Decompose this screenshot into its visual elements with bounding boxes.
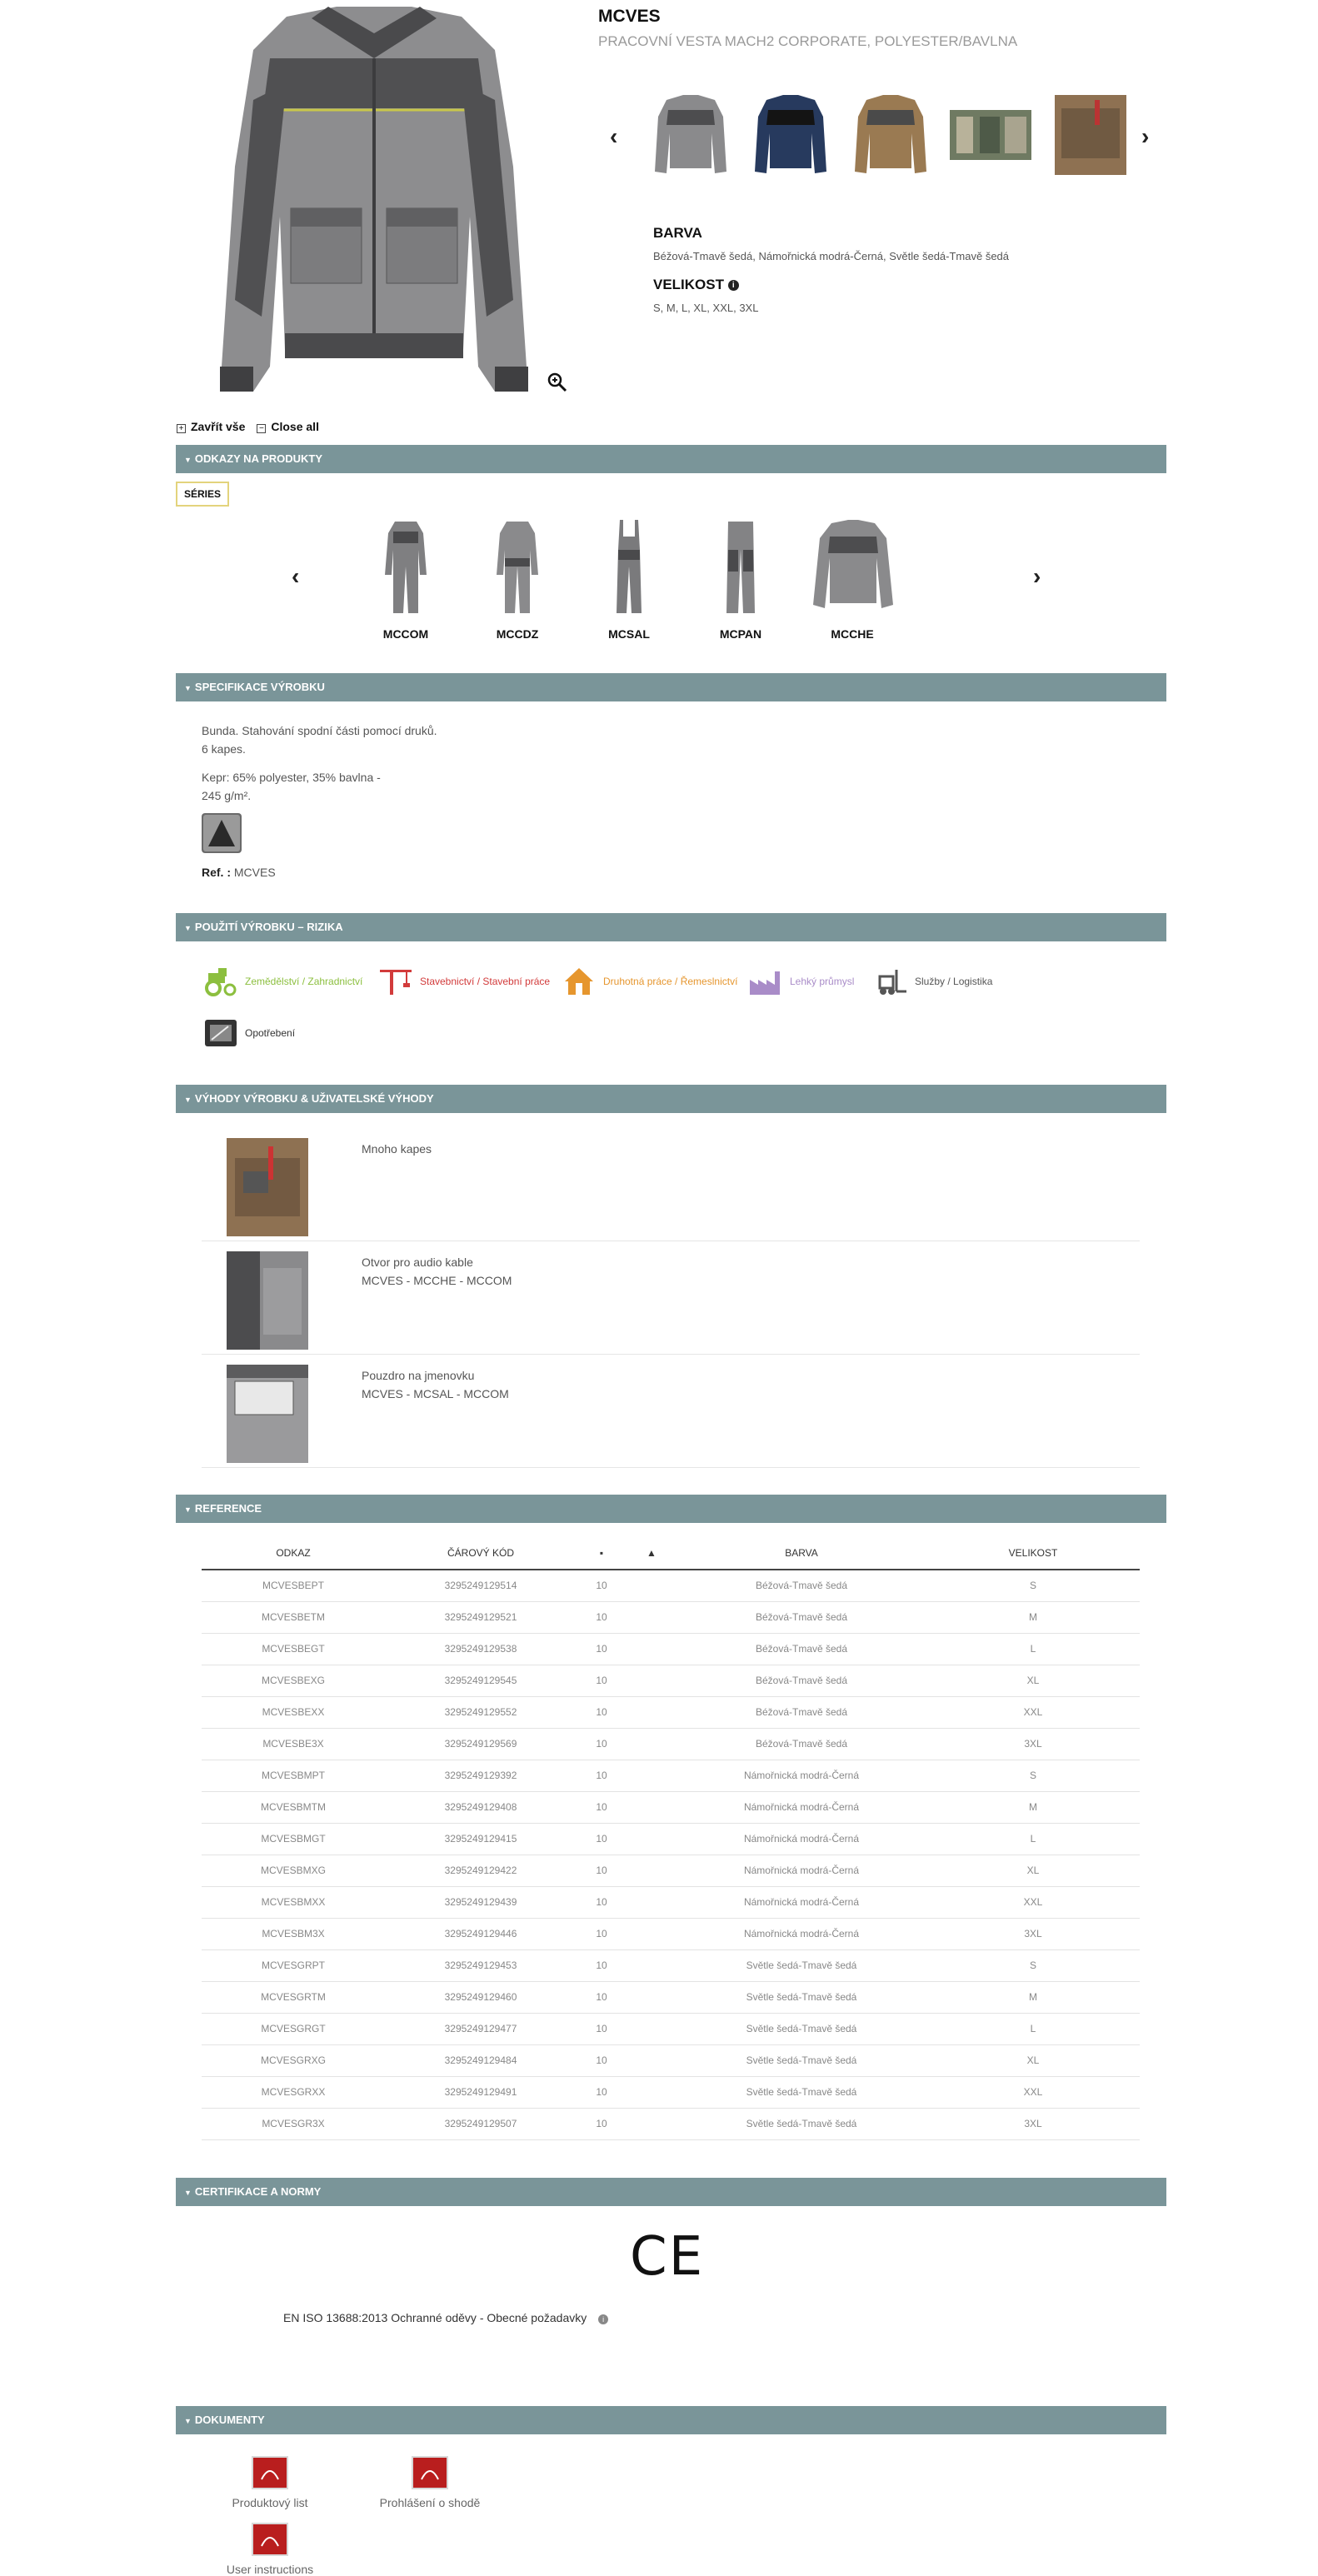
close-all-label: Close all [271,420,319,433]
section-header-cert[interactable] [176,2178,1166,2206]
size-heading-label: VELIKOST [653,277,725,292]
ref-cell: MCVESGR3X [202,2108,385,2139]
series-label: MCPAN [719,627,762,641]
color-cell: Světle šedá-Tmavě šedá [676,2044,926,2076]
person-cell [627,1760,676,1791]
color-cell: Béžová-Tmavě šedá [676,1665,926,1696]
expand-collapse-controls [177,420,319,433]
table-header-row [202,1536,1140,1570]
section-title: POUŽITÍ VÝROBKU – RIZIKA [194,921,343,933]
table-row [202,1791,1140,1823]
document-link[interactable] [187,2523,353,2576]
size-cell: M [926,1791,1140,1823]
person-cell [627,1791,676,1823]
crane-icon [378,966,413,996]
size-cell: XL [926,1855,1140,1886]
table-row [202,1949,1140,1981]
ref-cell: MCVESGRPT [202,1949,385,1981]
color-cell: Námořnická modrá-Černá [676,1760,926,1791]
thumbnail-carousel [650,92,1131,178]
benefit-item [202,1355,1140,1468]
table-row [202,1981,1140,2013]
table-row [202,1918,1140,1949]
pack-qty-cell: 10 [577,1855,627,1886]
table-row [202,1886,1140,1918]
spec-line: Kepr: 65% polyester, 35% bavlna - [202,771,381,784]
size-cell: XXL [926,2076,1140,2108]
product-subtitle: PRACOVNÍ VESTA MACH2 CORPORATE, POLYESTER/BAVLNA [598,33,1018,49]
section-header-spec[interactable] [176,673,1166,701]
table-row [202,1570,1140,1601]
reference-label: Ref. : [202,866,231,879]
ref-cell: MCVESBMXX [202,1886,385,1918]
size-cell: 3XL [926,1918,1140,1949]
use-construction [378,966,550,996]
pdf-icon [412,2456,448,2489]
benefit-image[interactable] [227,1251,308,1350]
color-cell: Námořnická modrá-Černá [676,1791,926,1823]
barcode-cell: 3295249129415 [385,1823,577,1855]
tractor-icon [203,966,238,996]
pack-qty-cell: 10 [577,1728,627,1760]
thumbnail-pocket-detail[interactable] [1050,92,1131,178]
forklift-icon [873,966,908,996]
reference-value: MCVES [233,866,276,879]
pack-qty-cell: 10 [577,1760,627,1791]
document-link[interactable] [187,2456,353,2509]
col-header-ref[interactable]: ODKAZ [202,1536,385,1570]
caret-down-icon: ▼ [184,456,192,464]
table-row [202,1696,1140,1728]
norm-line [283,2311,608,2324]
barcode-cell: 3295249129538 [385,1633,577,1665]
person-cell [627,1728,676,1760]
pack-qty-cell: 10 [577,1949,627,1981]
person-cell [627,1633,676,1665]
plus-icon: + [177,424,186,433]
person-cell [627,1601,676,1633]
reference-table [202,1536,1140,2140]
benefit-image[interactable] [227,1365,308,1463]
series-prev-icon[interactable]: ‹ [292,563,300,589]
color-cell: Námořnická modrá-Černá [676,1886,926,1918]
size-cell: XL [926,1665,1140,1696]
series-item[interactable] [685,517,796,641]
use-logistics [873,966,992,996]
person-cell [627,1886,676,1918]
color-cell: Námořnická modrá-Černá [676,1918,926,1949]
carousel-prev-icon[interactable]: ‹ [610,123,618,149]
ref-cell: MCVESBE3X [202,1728,385,1760]
person-cell [627,2013,676,2044]
size-cell: XL [926,2044,1140,2076]
table-row [202,2108,1140,2139]
caret-down-icon: ▼ [184,2417,192,2425]
pack-qty-cell: 10 [577,2044,627,2076]
pack-qty-cell: 10 [577,1633,627,1665]
size-cell: S [926,1760,1140,1791]
benefit-item [202,1128,1140,1241]
pack-qty-cell: 10 [577,2013,627,2044]
ref-cell: MCVESBMXG [202,1855,385,1886]
table-row [202,1601,1140,1633]
size-values: S, M, L, XL, XXL, 3XL [653,302,759,314]
benefit-title: Pouzdro na jmenovku [362,1369,475,1382]
section-header-links[interactable] [176,445,1166,473]
wear-icon [203,1018,238,1048]
person-cell [627,2044,676,2076]
document-label: Produktový list [232,2496,308,2509]
series-label: MCCDZ [496,627,539,641]
color-cell: Světle šedá-Tmavě šedá [676,2076,926,2108]
thumbnail-navy[interactable] [750,92,831,178]
size-heading [653,277,739,293]
barcode-cell: 3295249129514 [385,1570,577,1601]
col-header-size[interactable]: VELIKOST [926,1536,1140,1570]
ref-cell: MCVESBMTM [202,1791,385,1823]
spec-line: Bunda. Stahování spodní části pomocí druků. [202,724,437,737]
use-light-industry [748,966,854,996]
barcode-cell: 3295249129545 [385,1665,577,1696]
pack-qty-cell: 10 [577,1918,627,1949]
ref-cell: MCVESGRTM [202,1981,385,2013]
section-title: SPECIFIKACE VÝROBKU [194,681,325,693]
col-header-box[interactable] [577,1536,627,1570]
section-title: REFERENCE [194,1502,262,1515]
open-all-label: Zavřít vše [191,420,246,433]
benefit-title: Otvor pro audio kable [362,1256,473,1269]
person-cell [627,1665,676,1696]
ref-cell: MCVESBEGT [202,1633,385,1665]
series-next-icon[interactable]: › [1033,563,1041,589]
color-heading: BARVA [653,225,702,241]
size-cell: S [926,1949,1140,1981]
main-product-image[interactable] [187,0,562,400]
table-row [202,1855,1140,1886]
barcode-cell: 3295249129552 [385,1696,577,1728]
barcode-cell: 3295249129507 [385,2108,577,2139]
size-cell: S [926,1570,1140,1601]
use-wear [203,1018,295,1048]
benefit-refs: MCVES - MCCHE - MCCOM [362,1274,512,1287]
barcode-cell: 3295249129408 [385,1791,577,1823]
pack-qty-cell: 10 [577,1823,627,1855]
section-header-use[interactable] [176,913,1166,941]
use-label: Opotřebení [245,1027,296,1039]
caret-down-icon: ▼ [184,684,192,692]
benefit-title: Mnoho kapes [362,1142,432,1156]
pdf-icon [252,2523,288,2556]
spec-line: 245 g/m². [202,789,252,802]
open-all-toggle[interactable] [177,420,245,433]
info-icon[interactable]: i [598,2314,608,2324]
spec-line: 6 kapes. [202,742,246,756]
size-cell: L [926,2013,1140,2044]
ref-cell: MCVESBMPT [202,1760,385,1791]
series-item[interactable] [796,517,908,641]
person-cell [627,1918,676,1949]
series-item[interactable] [350,517,462,641]
color-cell: Béžová-Tmavě šedá [676,1570,926,1601]
pack-qty-cell: 10 [577,1665,627,1696]
color-cell: Námořnická modrá-Černá [676,1823,926,1855]
color-cell: Světle šedá-Tmavě šedá [676,2108,926,2139]
house-icon [562,966,597,996]
document-link[interactable] [347,2456,513,2509]
use-crafts [562,966,737,996]
color-values: Béžová-Tmavě šedá, Námořnická modrá-Černá, Světle šedá-Tmavě šedá [653,250,1010,262]
table-row [202,2013,1140,2044]
person-cell [627,1823,676,1855]
person-cell [627,2076,676,2108]
barcode-cell: 3295249129484 [385,2044,577,2076]
ref-cell: MCVESBM3X [202,1918,385,1949]
document-label: Prohlášení o shodě [379,2496,481,2509]
benefit-image[interactable] [227,1138,308,1236]
ref-cell: MCVESBETM [202,1601,385,1633]
series-carousel [350,517,908,641]
use-label: Stavebnictví / Stavební práce [420,976,551,987]
pack-qty-cell: 10 [577,1570,627,1601]
size-cell: L [926,1633,1140,1665]
use-label: Zemědělství / Zahradnictví [245,976,363,987]
thumbnail-grey[interactable] [650,92,731,178]
color-cell: Světle šedá-Tmavě šedá [676,2013,926,2044]
table-row [202,2076,1140,2108]
pack-qty-cell: 10 [577,2076,627,2108]
person-cell [627,1570,676,1601]
color-cell: Béžová-Tmavě šedá [676,1601,926,1633]
caret-down-icon: ▼ [184,924,192,932]
reference-table-body [202,1570,1140,2139]
person-cell [627,1981,676,2013]
table-row [202,1728,1140,1760]
pack-qty-cell: 10 [577,1791,627,1823]
brand-logo-icon [202,813,242,853]
col-header-barcode[interactable]: ČÁROVÝ KÓD [385,1536,577,1570]
color-cell: Světle šedá-Tmavě šedá [676,1981,926,2013]
barcode-cell: 3295249129521 [385,1601,577,1633]
pack-qty-cell: 10 [577,1601,627,1633]
table-row [202,1665,1140,1696]
series-label: MCCHE [831,627,874,641]
series-item[interactable] [573,517,685,641]
benefit-refs: MCVES - MCSAL - MCCOM [362,1387,509,1400]
minus-icon: − [257,424,266,433]
color-cell: Světle šedá-Tmavě šedá [676,1949,926,1981]
section-header-reference[interactable] [176,1495,1166,1523]
carousel-next-icon[interactable]: › [1141,123,1150,149]
size-cell: M [926,1601,1140,1633]
size-cell: XXL [926,1696,1140,1728]
ce-mark: CE [630,2226,705,2288]
series-label: MCSAL [608,627,650,641]
col-header-person[interactable] [627,1536,676,1570]
col-header-color[interactable]: BARVA [676,1536,926,1570]
series-label: MCCOM [382,627,429,641]
caret-down-icon: ▼ [184,1505,192,1514]
barcode-cell: 3295249129460 [385,1981,577,2013]
use-agriculture [203,966,362,996]
barcode-cell: 3295249129392 [385,1760,577,1791]
product-title: MCVES [598,7,661,26]
reference-line [202,863,276,881]
barcode-cell: 3295249129453 [385,1949,577,1981]
barcode-cell: 3295249129422 [385,1855,577,1886]
benefit-item [202,1241,1140,1355]
barcode-cell: 3295249129439 [385,1886,577,1918]
series-tab[interactable]: SÉRIES [176,482,229,507]
section-title: VÝHODY VÝROBKU & UŽIVATELSKÉ VÝHODY [194,1092,434,1105]
use-label: Druhotná práce / Řemeslnictví [603,976,738,987]
section-title: ODKAZY NA PRODUKTY [194,452,323,465]
table-row [202,1823,1140,1855]
barcode-cell: 3295249129491 [385,2076,577,2108]
size-cell: 3XL [926,2108,1140,2139]
color-cell: Béžová-Tmavě šedá [676,1633,926,1665]
pack-qty-cell: 10 [577,1886,627,1918]
table-row [202,1760,1140,1791]
person-cell [627,1855,676,1886]
caret-down-icon: ▼ [184,1096,192,1104]
ref-cell: MCVESBMGT [202,1823,385,1855]
size-cell: XXL [926,1886,1140,1918]
ref-cell: MCVESGRXX [202,2076,385,2108]
ref-cell: MCVESGRXG [202,2044,385,2076]
section-title: DOKUMENTY [194,2414,265,2426]
person-icon: ▲ [647,1546,657,1559]
thumbnail-beige[interactable] [850,92,931,178]
table-row [202,2044,1140,2076]
color-cell: Béžová-Tmavě šedá [676,1696,926,1728]
pack-qty-cell: 10 [577,1696,627,1728]
close-all-toggle[interactable] [257,420,319,433]
ref-cell: MCVESBEXG [202,1665,385,1696]
person-cell [627,2108,676,2139]
pack-qty-cell: 10 [577,1981,627,2013]
table-row [202,1633,1140,1665]
section-header-docs[interactable] [176,2406,1166,2434]
section-title: CERTIFIKACE A NORMY [194,2185,322,2198]
size-cell: M [926,1981,1140,2013]
use-label: Lehký průmysl [790,976,855,987]
info-icon[interactable]: i [728,280,739,291]
size-cell: L [926,1823,1140,1855]
series-item[interactable] [462,517,573,641]
size-cell: 3XL [926,1728,1140,1760]
box-icon: ▪ [599,1546,604,1559]
pack-qty-cell: 10 [577,2108,627,2139]
person-cell [627,1949,676,1981]
pdf-icon [252,2456,288,2489]
section-header-benefits[interactable] [176,1085,1166,1113]
thumbnail-workshop[interactable] [950,92,1031,178]
norm-text: EN ISO 13688:2013 Ochranné oděvy - Obecné požadavky [283,2311,587,2324]
person-cell [627,1696,676,1728]
ref-cell: MCVESGRGT [202,2013,385,2044]
barcode-cell: 3295249129446 [385,1918,577,1949]
use-label: Služby / Logistika [915,976,993,987]
barcode-cell: 3295249129569 [385,1728,577,1760]
color-cell: Námořnická modrá-Černá [676,1855,926,1886]
ref-cell: MCVESBEPT [202,1570,385,1601]
color-cell: Béžová-Tmavě šedá [676,1728,926,1760]
ref-cell: MCVESBEXX [202,1696,385,1728]
factory-icon [748,966,783,996]
caret-down-icon: ▼ [184,2189,192,2197]
document-label: User instructions [226,2563,314,2576]
zoom-icon[interactable] [547,372,568,393]
barcode-cell: 3295249129477 [385,2013,577,2044]
